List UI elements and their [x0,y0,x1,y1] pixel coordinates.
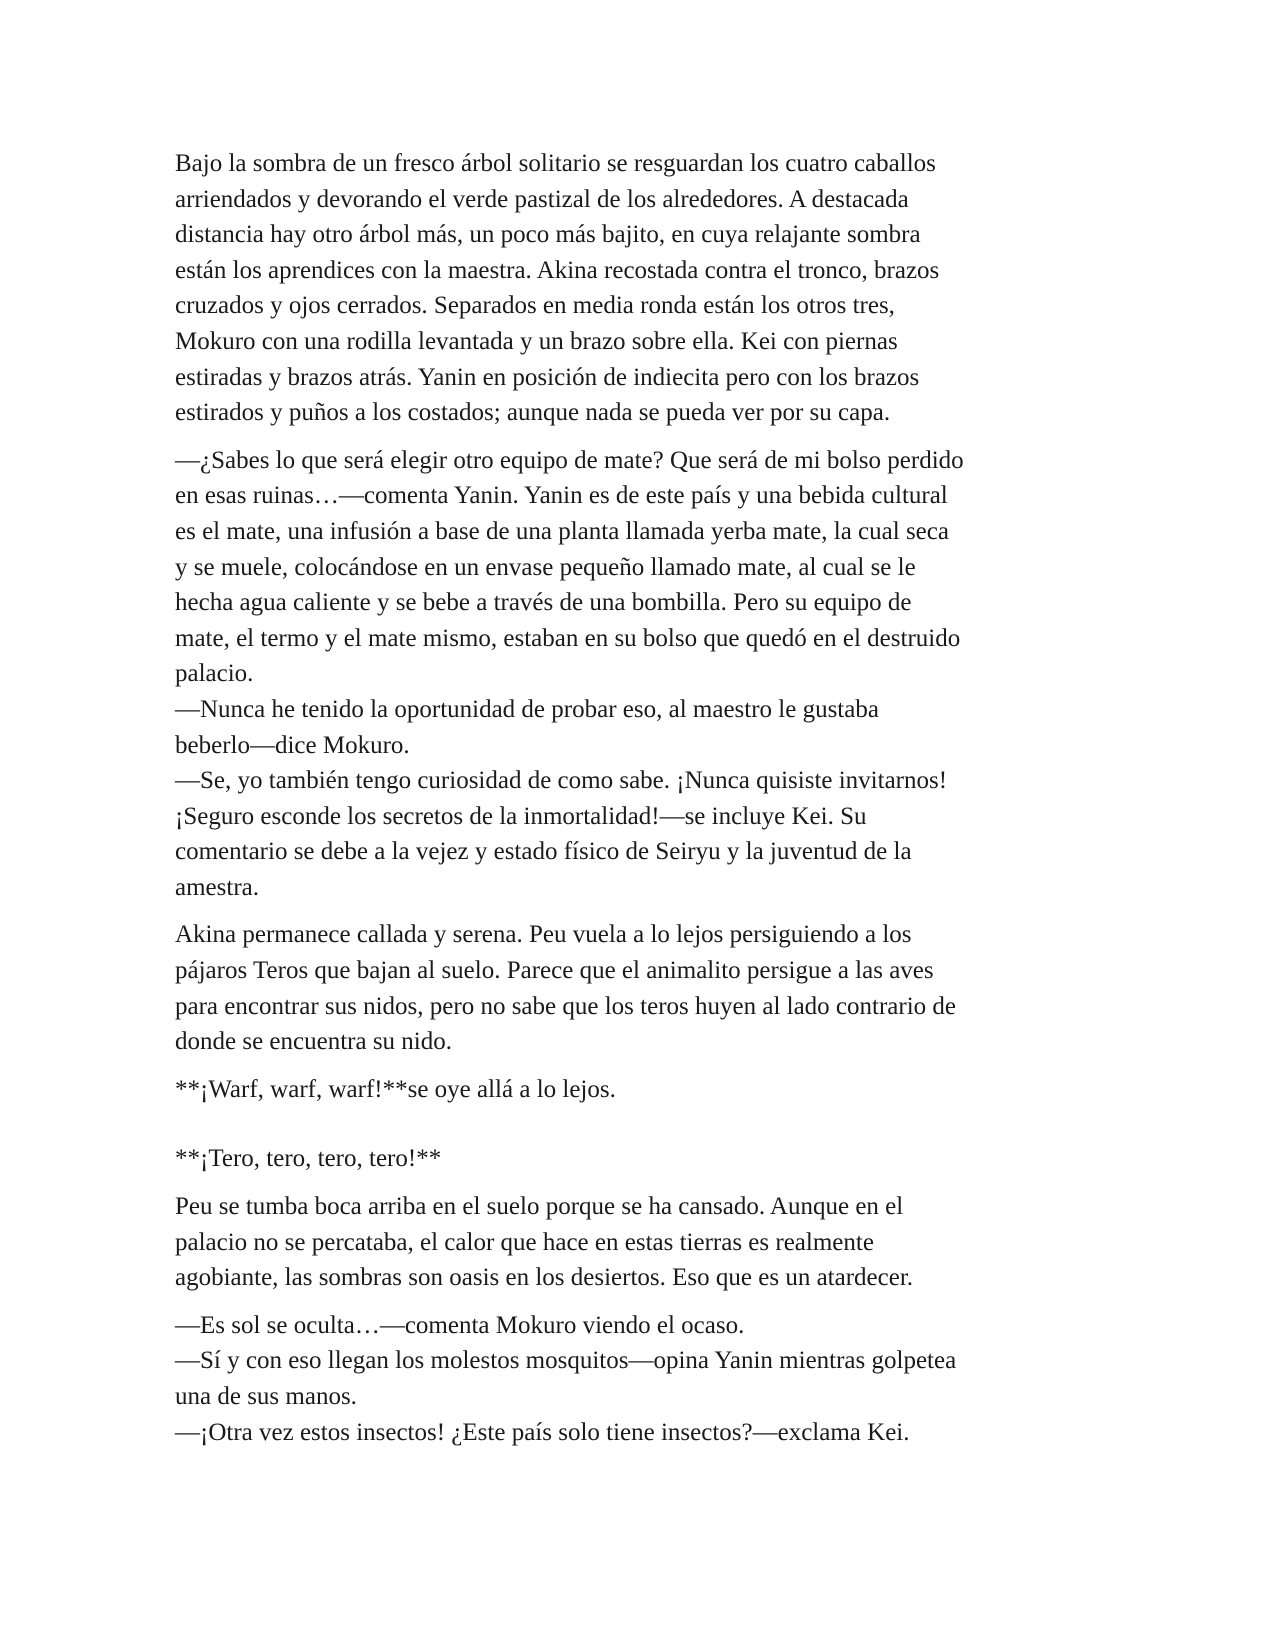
text-line: —Se, yo también tengo curiosidad de como sabe. ¡Nunca quisiste invitarnos! [175,767,948,795]
text-line: hecha agua caliente y se bebe a través de una bombilla. Pero su equipo de [175,589,912,617]
text-line: —Es sol se oculta…—comenta Mokuro viendo el ocaso. [175,1311,745,1339]
text-line: —¿Sabes lo que será elegir otro equipo de mate? Que será de mi bolso perdido [175,446,964,474]
text-line: para encontrar sus nidos, pero no sabe que los teros huyen al lado contrario de [175,992,957,1020]
text-line: palacio no se percataba, el calor que hace en estas tierras es realmente [175,1228,874,1256]
text-line: mate, el termo y el mate mismo, estaban en su bolso que quedó en el destruido [175,624,961,652]
text-line: arriendados y devorando el verde pastizal de los alrededores. A destacada [175,185,909,213]
text-line: **¡Tero, tero, tero, tero!** [175,1145,442,1173]
text-line: agobiante, las sombras son oasis en los desiertos. Eso que es un atardecer. [175,1264,914,1292]
text-line: Akina permanece callada y serena. Peu vuela a lo lejos persiguiendo a los [175,921,912,949]
text-line: amestra. [175,873,259,901]
text-line: pájaros Teros que bajan al suelo. Parece que el animalito persigue a las aves [175,957,934,985]
body-text [175,146,1110,1450]
text-line: —¡Otra vez estos insectos! ¿Este país solo tiene insectos?—exclama Kei. [175,1418,910,1446]
text-line: Mokuro con una rodilla levantada y un brazo sobre ella. Kei con piernas [175,327,898,355]
text-line: beberlo—dice Mokuro. [175,731,410,759]
text-line: ¡Seguro esconde los secretos de la inmortalidad!—se incluye Kei. Su [175,802,867,830]
text-line: una de sus manos. [175,1383,357,1410]
text-line: —Nunca he tenido la oportunidad de probar eso, al maestro le gustaba [175,695,879,723]
text-line: estiradas y brazos atrás. Yanin en posición de indiecita pero con los brazos [175,363,920,391]
text-line: es el mate, una infusión a base de una planta llamada yerba mate, la cual seca [175,517,949,545]
text-line: donde se encuentra su nido. [175,1028,453,1056]
text-line: comentario se debe a la vejez y estado físico de Seiryu y la juventud de la [175,838,912,866]
text-line: cruzados y ojos cerrados. Separados en media ronda están los otros tres, [175,292,895,320]
text-line: distancia hay otro árbol más, un poco más bajito, en cuya relajante sombra [175,221,921,249]
text-line: estirados y puños a los costados; aunque nada se pueda ver por su capa. [175,399,891,427]
text-line: Peu se tumba boca arriba en el suelo porque se ha cansado. Aunque en el [175,1193,904,1221]
text-line: —Sí y con eso llegan los molestos mosquitos—opina Yanin mientras golpetea [175,1347,957,1375]
text-line: **¡Warf, warf, warf!**se oye allá a lo lejos. [175,1075,616,1103]
text-line: Bajo la sombra de un fresco árbol solitario se resguardan los cuatro caballos [175,150,936,177]
text-line: están los aprendices con la maestra. Akina recostada contra el tronco, brazos [175,256,940,284]
text-line: y se muele, colocándose en un envase pequeño llamado mate, al cual se le [175,553,916,581]
text-line: en esas ruinas…—comenta Yanin. Yanin es de este país y una bebida cultural [175,482,948,510]
text-line: palacio. [175,660,254,688]
